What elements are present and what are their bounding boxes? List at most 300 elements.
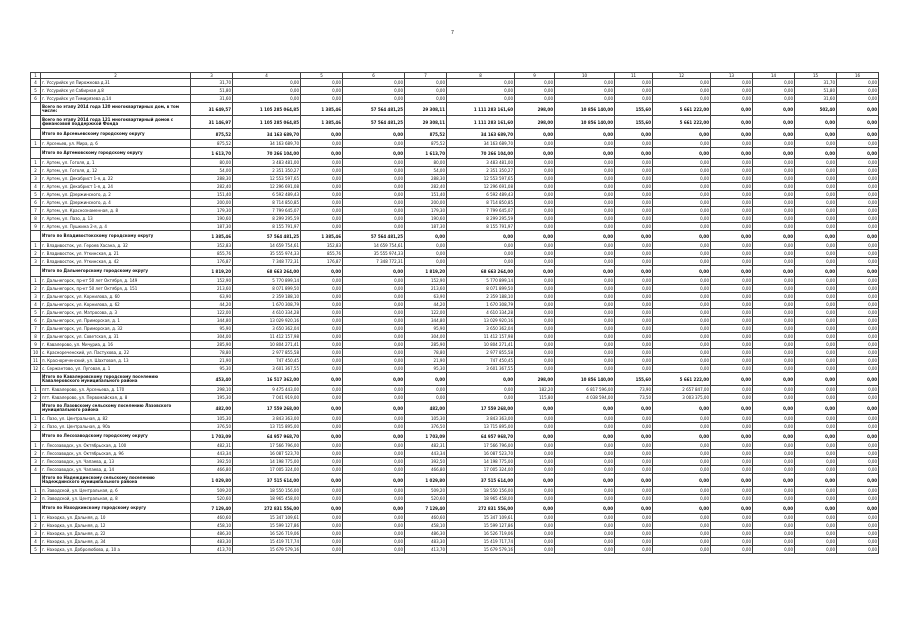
- table-cell: 0,00: [795, 159, 837, 167]
- table-cell: 0,00: [555, 148, 615, 159]
- table-cell: 70 266 104,00: [233, 148, 301, 159]
- table-cell: 0,00: [615, 95, 653, 103]
- table-cell: 0,00: [837, 546, 879, 554]
- table-cell: 7 129,40: [405, 503, 447, 514]
- table-cell: 0,00: [837, 373, 879, 386]
- table-cell: 0,00: [653, 231, 711, 242]
- table-cell: 0,00: [753, 167, 795, 175]
- table-cell: 14 659 754,61: [343, 242, 405, 250]
- table-cell: 0,00: [615, 402, 653, 415]
- table-cell: 1 819,20: [405, 266, 447, 277]
- table-cell: 0,00: [615, 87, 653, 95]
- table-cell: 0,00: [515, 466, 555, 474]
- table-cell: 122,00: [191, 309, 233, 317]
- table-cell: 0,00: [837, 423, 879, 431]
- table-cell: 0,00: [837, 129, 879, 140]
- table-cell: 0,00: [515, 514, 555, 522]
- table-cell: 0,00: [837, 231, 879, 242]
- table-cell: 0,00: [795, 325, 837, 333]
- table-row: [31, 183, 879, 191]
- address-cell: г. Лесозаводск, ул. Октябрьская, д. 100: [41, 442, 191, 450]
- table-cell: 443,34: [405, 450, 447, 458]
- table-cell: 0,00: [711, 341, 753, 349]
- table-cell: 0,00: [555, 95, 615, 103]
- table-cell: 1 385,46: [191, 231, 233, 242]
- table-cell: 195,30: [191, 394, 233, 402]
- table-cell: 0,00: [711, 140, 753, 148]
- table-cell: 1 111 283 161,60: [447, 103, 515, 116]
- table-row: [31, 293, 879, 301]
- table-cell: 0,00: [837, 487, 879, 495]
- table-cell: 0,00: [837, 95, 879, 103]
- table-cell: 3 483 481,00: [233, 159, 301, 167]
- address-cell: г. Артем, ул. Гоголя, д. 12: [41, 167, 191, 175]
- address-cell: Итого по Лесозаводскому городскому округу: [41, 431, 191, 442]
- table-cell: 9: [31, 341, 41, 349]
- table-cell: 0,00: [447, 258, 515, 266]
- table-cell: 0,00: [515, 285, 555, 293]
- table-cell: 3: [31, 258, 41, 266]
- table-cell: 0,00: [301, 415, 343, 423]
- table-cell: 0,00: [653, 357, 711, 365]
- table-cell: 0,00: [615, 466, 653, 474]
- table-cell: 0,00: [555, 546, 615, 554]
- table-row: [31, 87, 879, 95]
- table-cell: 0,00: [753, 317, 795, 325]
- table-cell: 1: [31, 140, 41, 148]
- table-cell: 0,00: [795, 167, 837, 175]
- table-cell: 1 703,09: [191, 431, 233, 442]
- table-cell: 0,00: [343, 458, 405, 466]
- table-cell: 10 856 140,00: [555, 373, 615, 386]
- table-cell: 8: [31, 333, 41, 341]
- table-cell: 10: [555, 73, 615, 79]
- table-cell: 0,00: [837, 301, 879, 309]
- table-cell: 0,00: [753, 474, 795, 487]
- table-cell: 0,00: [233, 87, 301, 95]
- table-cell: 0,00: [615, 333, 653, 341]
- table-cell: 0,00: [837, 514, 879, 522]
- table-cell: 0,00: [343, 129, 405, 140]
- table-cell: 0,00: [615, 223, 653, 231]
- table-row: [31, 325, 879, 333]
- table-cell: 875,52: [191, 140, 233, 148]
- table-cell: 486,30: [405, 530, 447, 538]
- table-cell: 0,00: [711, 538, 753, 546]
- table-cell: 0,00: [615, 349, 653, 357]
- table-cell: 298,00: [515, 103, 555, 116]
- table-cell: 16 087 523,70: [233, 450, 301, 458]
- table-cell: 0,00: [615, 474, 653, 487]
- table-cell: 51,80: [191, 87, 233, 95]
- table-cell: 0,00: [301, 365, 343, 373]
- table-cell: 0,00: [711, 514, 753, 522]
- address-cell: г. Артем, ул. Декабрист 1-я, д. 24: [41, 183, 191, 191]
- table-cell: 0,00: [405, 231, 447, 242]
- table-cell: 0,00: [343, 450, 405, 458]
- table-cell: 10 804 271,41: [233, 341, 301, 349]
- table-cell: 0,00: [837, 386, 879, 394]
- table-cell: 0,00: [753, 293, 795, 301]
- table-cell: 0,00: [515, 215, 555, 223]
- table-cell: 0,00: [653, 522, 711, 530]
- address-cell: г. Кавалеровo, ул. Мичуриа, д. 16: [41, 341, 191, 349]
- table-cell: 0,00: [301, 538, 343, 546]
- address-cell: г. Уссурийск ул Тимирязева д.14: [41, 95, 191, 103]
- table-cell: 0,00: [711, 394, 753, 402]
- table-cell: 486,30: [191, 530, 233, 538]
- table-cell: 0,00: [795, 495, 837, 503]
- table-cell: 1 385,46: [301, 231, 343, 242]
- table-cell: 0,00: [343, 357, 405, 365]
- table-cell: 2: [31, 423, 41, 431]
- table-cell: 9: [31, 223, 41, 231]
- table-cell: 509,20: [191, 487, 233, 495]
- table-row: [31, 386, 879, 394]
- table-cell: 0,00: [653, 341, 711, 349]
- table-cell: 460,60: [191, 514, 233, 522]
- table-cell: 0,00: [795, 129, 837, 140]
- table-cell: 0,00: [615, 207, 653, 215]
- page-number: 7: [450, 30, 455, 36]
- table-cell: [31, 431, 41, 442]
- table-cell: 152,90: [405, 277, 447, 285]
- table-cell: 520,60: [191, 495, 233, 503]
- table-row: [31, 357, 879, 365]
- table-cell: 0,00: [753, 431, 795, 442]
- table-cell: 0,00: [653, 140, 711, 148]
- table-cell: 0,00: [711, 285, 753, 293]
- table-cell: 2: [31, 285, 41, 293]
- table-cell: 0,00: [301, 325, 343, 333]
- subtotal-row: [31, 474, 879, 487]
- table-cell: 466,80: [191, 466, 233, 474]
- table-cell: 7 041 919,00: [233, 394, 301, 402]
- address-cell: 2: [41, 73, 191, 79]
- table-cell: 2: [31, 495, 41, 503]
- table-cell: 0,00: [795, 341, 837, 349]
- table-cell: 5 661 222,00: [653, 373, 711, 386]
- table-cell: 0,00: [795, 231, 837, 242]
- table-cell: 15 679 579,16: [233, 546, 301, 554]
- address-cell: г. Арсеньев, ул. Мира, д. 6: [41, 140, 191, 148]
- table-cell: 0,00: [711, 223, 753, 231]
- table-cell: 0,00: [301, 215, 343, 223]
- subtotal-row: [31, 431, 879, 442]
- table-cell: 0,00: [753, 309, 795, 317]
- table-cell: 54,00: [191, 167, 233, 175]
- table-cell: 35 555 974,33: [233, 250, 301, 258]
- table-cell: 0,00: [753, 423, 795, 431]
- subtotal-row: [31, 503, 879, 514]
- table-cell: 0,00: [515, 522, 555, 530]
- table-cell: 0,00: [343, 474, 405, 487]
- table-cell: 0,00: [837, 242, 879, 250]
- table-cell: 0,00: [615, 277, 653, 285]
- address-cell: Итого по Арсеньевскому городскому округу: [41, 129, 191, 140]
- table-cell: 0,00: [301, 458, 343, 466]
- table-cell: 1 029,80: [191, 474, 233, 487]
- table-cell: 0,00: [301, 191, 343, 199]
- table-cell: 0,00: [837, 103, 879, 116]
- table-cell: 1 105 285 064,85: [233, 103, 301, 116]
- table-cell: 18 965 458,00: [447, 495, 515, 503]
- table-cell: 80,00: [191, 159, 233, 167]
- table-cell: 1: [31, 73, 41, 79]
- table-cell: 0,00: [795, 423, 837, 431]
- table-cell: 0,00: [837, 116, 879, 129]
- table-cell: 0,00: [795, 301, 837, 309]
- table-cell: 0,00: [653, 442, 711, 450]
- table-cell: 0,00: [343, 442, 405, 450]
- table-cell: 15 679 579,16: [447, 546, 515, 554]
- table-cell: 282,40: [191, 183, 233, 191]
- address-cell: с. Сержантово, ул. Луговая, д. 1: [41, 365, 191, 373]
- table-cell: 8 299 295,59: [447, 215, 515, 223]
- table-cell: 0,00: [555, 87, 615, 95]
- table-cell: 0,00: [343, 333, 405, 341]
- table-cell: 34 163 689,70: [233, 129, 301, 140]
- table-cell: 0,00: [795, 285, 837, 293]
- table-cell: 0,00: [837, 140, 879, 148]
- table-cell: 0,00: [343, 293, 405, 301]
- address-cell: г. Артем, ул. Декабрист 1-я, д. 22: [41, 175, 191, 183]
- table-cell: 0,00: [711, 250, 753, 258]
- table-cell: 0,00: [515, 301, 555, 309]
- table-cell: 0,00: [837, 79, 879, 87]
- table-cell: 0,00: [447, 386, 515, 394]
- table-cell: 151,40: [191, 191, 233, 199]
- table-cell: 0,00: [711, 325, 753, 333]
- table-cell: 0,00: [343, 309, 405, 317]
- table-cell: 0,00: [837, 317, 879, 325]
- table-cell: 0,00: [711, 530, 753, 538]
- table-cell: 0,00: [343, 431, 405, 442]
- table-cell: 0,00: [653, 514, 711, 522]
- table-cell: 0,00: [711, 148, 753, 159]
- table-cell: 0,00: [343, 79, 405, 87]
- table-cell: 14 198 775,00: [447, 458, 515, 466]
- address-cell: г. Находка, ул. Дальняя, д. 12: [41, 522, 191, 530]
- table-cell: 0,00: [753, 250, 795, 258]
- table-cell: 0,00: [753, 402, 795, 415]
- address-cell: г. Дальнегорск, пр-кт 50 лет Октября, д. 149: [41, 277, 191, 285]
- table-cell: 5: [31, 546, 41, 554]
- table-cell: 466,80: [405, 466, 447, 474]
- table-cell: 0,00: [301, 373, 343, 386]
- table-cell: 0,00: [753, 415, 795, 423]
- table-cell: 0,00: [515, 266, 555, 277]
- table-cell: 282,40: [405, 183, 447, 191]
- table-cell: 0,00: [555, 325, 615, 333]
- table-cell: 0,00: [447, 373, 515, 386]
- table-cell: 0,00: [515, 325, 555, 333]
- address-cell: г. Дальнегорск, ул. Приморская, д. 1: [41, 317, 191, 325]
- table-cell: 0,00: [615, 129, 653, 140]
- table-cell: 1 385,46: [301, 116, 343, 129]
- table-cell: 0,00: [753, 116, 795, 129]
- address-cell: пгт. Кавалерово, ул. Арсеньева, д. 170: [41, 386, 191, 394]
- table-cell: 1 703,09: [405, 431, 447, 442]
- table-cell: 190,60: [405, 215, 447, 223]
- table-cell: 0,00: [711, 242, 753, 250]
- table-cell: 0,00: [795, 466, 837, 474]
- table-cell: 0,00: [753, 365, 795, 373]
- table-cell: 0,00: [515, 442, 555, 450]
- table-cell: 10 856 140,00: [555, 116, 615, 129]
- table-cell: 0,00: [515, 365, 555, 373]
- table-cell: 0,00: [837, 266, 879, 277]
- table-cell: 3 003 375,00: [653, 394, 711, 402]
- table-cell: [31, 116, 41, 129]
- table-cell: 3 650 362,04: [233, 325, 301, 333]
- table-cell: 0,00: [711, 231, 753, 242]
- table-cell: 0,00: [615, 242, 653, 250]
- table-cell: 1: [31, 442, 41, 450]
- table-cell: 0,00: [301, 183, 343, 191]
- table-cell: 747 450,45: [447, 357, 515, 365]
- table-cell: 7: [31, 325, 41, 333]
- table-cell: 15 347 109,61: [233, 514, 301, 522]
- table-cell: 0,00: [711, 450, 753, 458]
- table-cell: 458,10: [405, 522, 447, 530]
- table-cell: 0,00: [615, 546, 653, 554]
- table-cell: 14: [753, 73, 795, 79]
- table-cell: 8: [447, 73, 515, 79]
- table-cell: 190,60: [191, 215, 233, 223]
- table-row: [31, 95, 879, 103]
- table-cell: 0,00: [515, 258, 555, 266]
- table-cell: 2: [31, 522, 41, 530]
- table-row: [31, 285, 879, 293]
- table-cell: 0,00: [837, 495, 879, 503]
- table-cell: 0,00: [301, 450, 343, 458]
- table-cell: 0,00: [795, 148, 837, 159]
- table-cell: 304,00: [405, 333, 447, 341]
- table-cell: 213,60: [405, 285, 447, 293]
- table-cell: 0,00: [555, 215, 615, 223]
- table-cell: 0,00: [343, 522, 405, 530]
- table-cell: 0,00: [343, 325, 405, 333]
- address-cell: г. Артем, ул. Лазо, д. 13: [41, 215, 191, 223]
- table-body: [31, 73, 879, 554]
- table-cell: 0,00: [653, 325, 711, 333]
- table-cell: 0,00: [301, 223, 343, 231]
- table-cell: 0,00: [653, 309, 711, 317]
- table-cell: 16 087 523,70: [447, 450, 515, 458]
- table-cell: 187,30: [405, 223, 447, 231]
- table-cell: 0,00: [615, 423, 653, 431]
- table-cell: 18 965 458,00: [233, 495, 301, 503]
- table-cell: 352,83: [301, 242, 343, 250]
- table-cell: 0,00: [405, 242, 447, 250]
- table-cell: 0,00: [653, 175, 711, 183]
- table-cell: 272 831 556,00: [233, 503, 301, 514]
- table-cell: 95,30: [405, 365, 447, 373]
- table-cell: 0,00: [343, 223, 405, 231]
- table-cell: 0,00: [753, 333, 795, 341]
- address-cell: г. Владивосток, ул. Уткинская, д. 21: [41, 250, 191, 258]
- table-cell: 15 347 109,61: [447, 514, 515, 522]
- table-row: [31, 349, 879, 357]
- table-row: [31, 301, 879, 309]
- table-cell: 0,00: [615, 487, 653, 495]
- table-cell: 0,00: [711, 175, 753, 183]
- table-cell: 0,00: [653, 365, 711, 373]
- table-cell: 747 450,45: [233, 357, 301, 365]
- table-cell: 0,00: [301, 495, 343, 503]
- table-cell: 0,00: [343, 402, 405, 415]
- table-cell: 482,00: [405, 402, 447, 415]
- address-cell: Итого по Находкинскому городскому округу: [41, 503, 191, 514]
- table-cell: 3: [31, 458, 41, 466]
- table-cell: 0,00: [555, 503, 615, 514]
- table-cell: 1 613,70: [405, 148, 447, 159]
- table-cell: 0,00: [837, 538, 879, 546]
- table-cell: 0,00: [343, 301, 405, 309]
- address-cell: Итого по Дальнегорскому городскому округу: [41, 266, 191, 277]
- table-cell: 0,00: [711, 293, 753, 301]
- table-cell: 155,60: [615, 373, 653, 386]
- table-row: [31, 175, 879, 183]
- table-cell: 152,90: [191, 277, 233, 285]
- table-cell: 298,00: [515, 373, 555, 386]
- table-cell: 0,00: [795, 538, 837, 546]
- table-cell: 13: [711, 73, 753, 79]
- table-cell: 458,10: [191, 522, 233, 530]
- table-cell: 0,00: [837, 530, 879, 538]
- table-cell: 0,00: [515, 487, 555, 495]
- table-cell: 0,00: [711, 87, 753, 95]
- table-cell: 0,00: [837, 474, 879, 487]
- table-cell: 0,00: [653, 183, 711, 191]
- table-cell: 875,52: [191, 129, 233, 140]
- table-cell: 0,00: [515, 140, 555, 148]
- table-cell: 0,00: [837, 442, 879, 450]
- table-cell: 17 566 796,00: [233, 442, 301, 450]
- table-cell: 0,00: [795, 242, 837, 250]
- table-cell: 0,00: [837, 431, 879, 442]
- table-cell: 0,00: [653, 466, 711, 474]
- table-cell: 0,00: [615, 357, 653, 365]
- address-cell: п. Краснореченский, ул. Шахтовая, д. 13: [41, 357, 191, 365]
- table-cell: 0,00: [555, 495, 615, 503]
- table-cell: 10 804 271,41: [447, 341, 515, 349]
- table-cell: [31, 266, 41, 277]
- table-cell: 482,31: [405, 442, 447, 450]
- table-cell: 0,00: [301, 175, 343, 183]
- table-cell: 0,00: [653, 148, 711, 159]
- table-cell: 17 559 268,00: [233, 402, 301, 415]
- table-cell: 0,00: [343, 167, 405, 175]
- table-cell: 0,00: [301, 442, 343, 450]
- address-cell: г. Артем, ул. Пушкина 2-я, д. 4: [41, 223, 191, 231]
- table-cell: 0,00: [343, 546, 405, 554]
- table-cell: 0,00: [515, 277, 555, 285]
- table-cell: 6: [343, 73, 405, 79]
- table-cell: 0,00: [653, 503, 711, 514]
- table-row: [31, 309, 879, 317]
- table-cell: 0,00: [615, 522, 653, 530]
- table-row: [31, 415, 879, 423]
- table-cell: 0,00: [753, 386, 795, 394]
- table-cell: 13 715 895,00: [447, 423, 515, 431]
- table-cell: 0,00: [555, 415, 615, 423]
- address-cell: г. Находка, ул. Дальняя, д. 10: [41, 514, 191, 522]
- table-cell: 1: [31, 514, 41, 522]
- table-cell: 0,00: [753, 159, 795, 167]
- table-row: [31, 365, 879, 373]
